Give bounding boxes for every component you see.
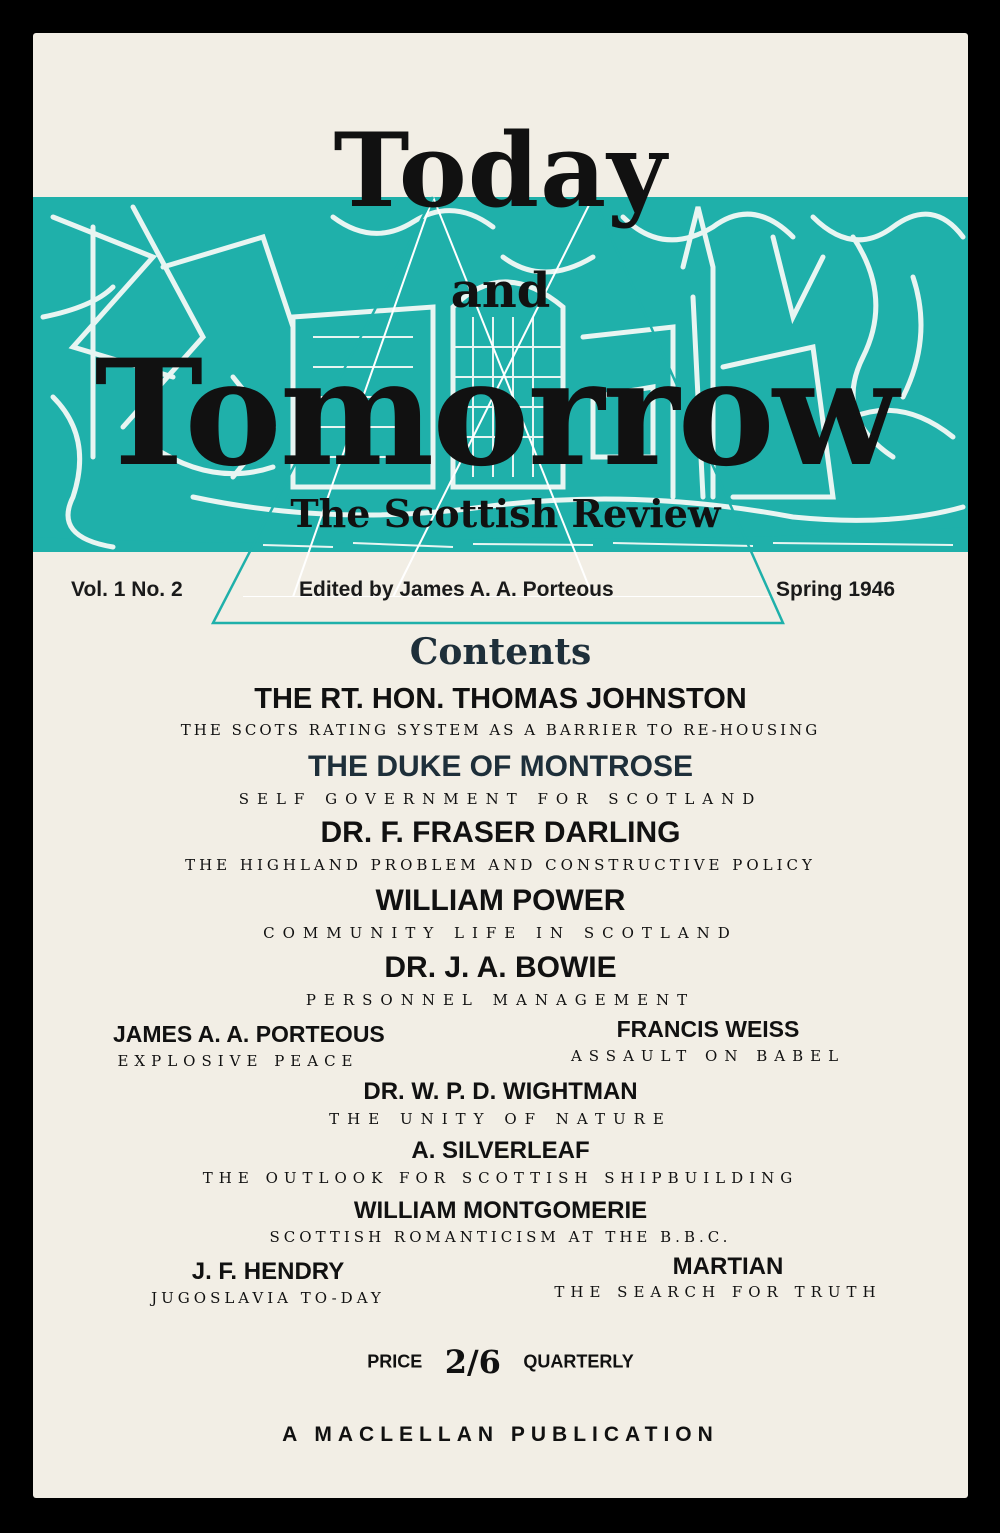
- article-title-hendry: JUGOSLAVIA TO-DAY: [151, 1289, 385, 1307]
- price-label: PRICE: [367, 1351, 423, 1372]
- article-title-darling: THE HIGHLAND PROBLEM AND CONSTRUCTIVE POLICY: [185, 856, 816, 874]
- author-bowie: DR. J. A. BOWIE: [384, 951, 617, 984]
- article-title-silverleaf: THE OUTLOOK FOR SCOTTISH SHIPBUILDING: [202, 1169, 799, 1187]
- publisher-credit: A MACLELLAN PUBLICATION: [282, 1423, 719, 1446]
- issue-season: Spring 1946: [776, 578, 896, 601]
- title-today: Today: [333, 111, 668, 231]
- author-porteous: JAMES A. A. PORTEOUS: [113, 1021, 385, 1047]
- title-tomorrow: Tomorrow: [94, 328, 897, 499]
- title-and: and: [450, 263, 551, 319]
- article-title-montrose: SELF GOVERNMENT FOR SCOTLAND: [238, 790, 763, 808]
- price-line: [33, 1343, 968, 1381]
- price-value: 2/6: [444, 1343, 501, 1381]
- article-title-johnston: THE SCOTS RATING SYSTEM AS A BARRIER TO RE-HOUSING: [180, 721, 821, 739]
- magazine-cover: [33, 33, 968, 1498]
- author-silverleaf: A. SILVERLEAF: [411, 1137, 590, 1164]
- article-title-montgomerie: SCOTTISH ROMANTICISM AT THE B.B.C.: [269, 1228, 732, 1246]
- article-title-martian: THE SEARCH FOR TRUTH: [554, 1283, 882, 1301]
- article-title-wightman: THE UNITY OF NATURE: [329, 1110, 672, 1128]
- author-martian: MARTIAN: [672, 1253, 784, 1280]
- article-title-weiss: ASSAULT ON BABEL: [570, 1047, 846, 1065]
- author-power: WILLIAM POWER: [375, 884, 626, 917]
- article-title-porteous: EXPLOSIVE PEACE: [117, 1052, 359, 1070]
- frequency-label: QUARTERLY: [523, 1351, 634, 1372]
- author-darling: DR. F. FRASER DARLING: [320, 816, 681, 849]
- article-title-power: COMMUNITY LIFE IN SCOTLAND: [263, 924, 738, 942]
- author-hendry: J. F. HENDRY: [191, 1258, 345, 1285]
- editor-credit: Edited by James A. A. Porteous: [299, 578, 614, 601]
- article-title-bowie: PERSONNEL MANAGEMENT: [305, 991, 696, 1009]
- volume-number: Vol. 1 No. 2: [71, 578, 183, 601]
- author-montrose: THE DUKE OF MONTROSE: [307, 750, 693, 783]
- author-weiss: FRANCIS WEISS: [616, 1016, 800, 1042]
- subtitle: The Scottish Review: [290, 491, 721, 536]
- author-montgomerie: WILLIAM MONTGOMERIE: [353, 1197, 648, 1224]
- author-wightman: DR. W. P. D. WIGHTMAN: [363, 1078, 638, 1105]
- contents-heading: Contents: [409, 631, 592, 673]
- author-johnston: THE RT. HON. THOMAS JOHNSTON: [254, 683, 747, 715]
